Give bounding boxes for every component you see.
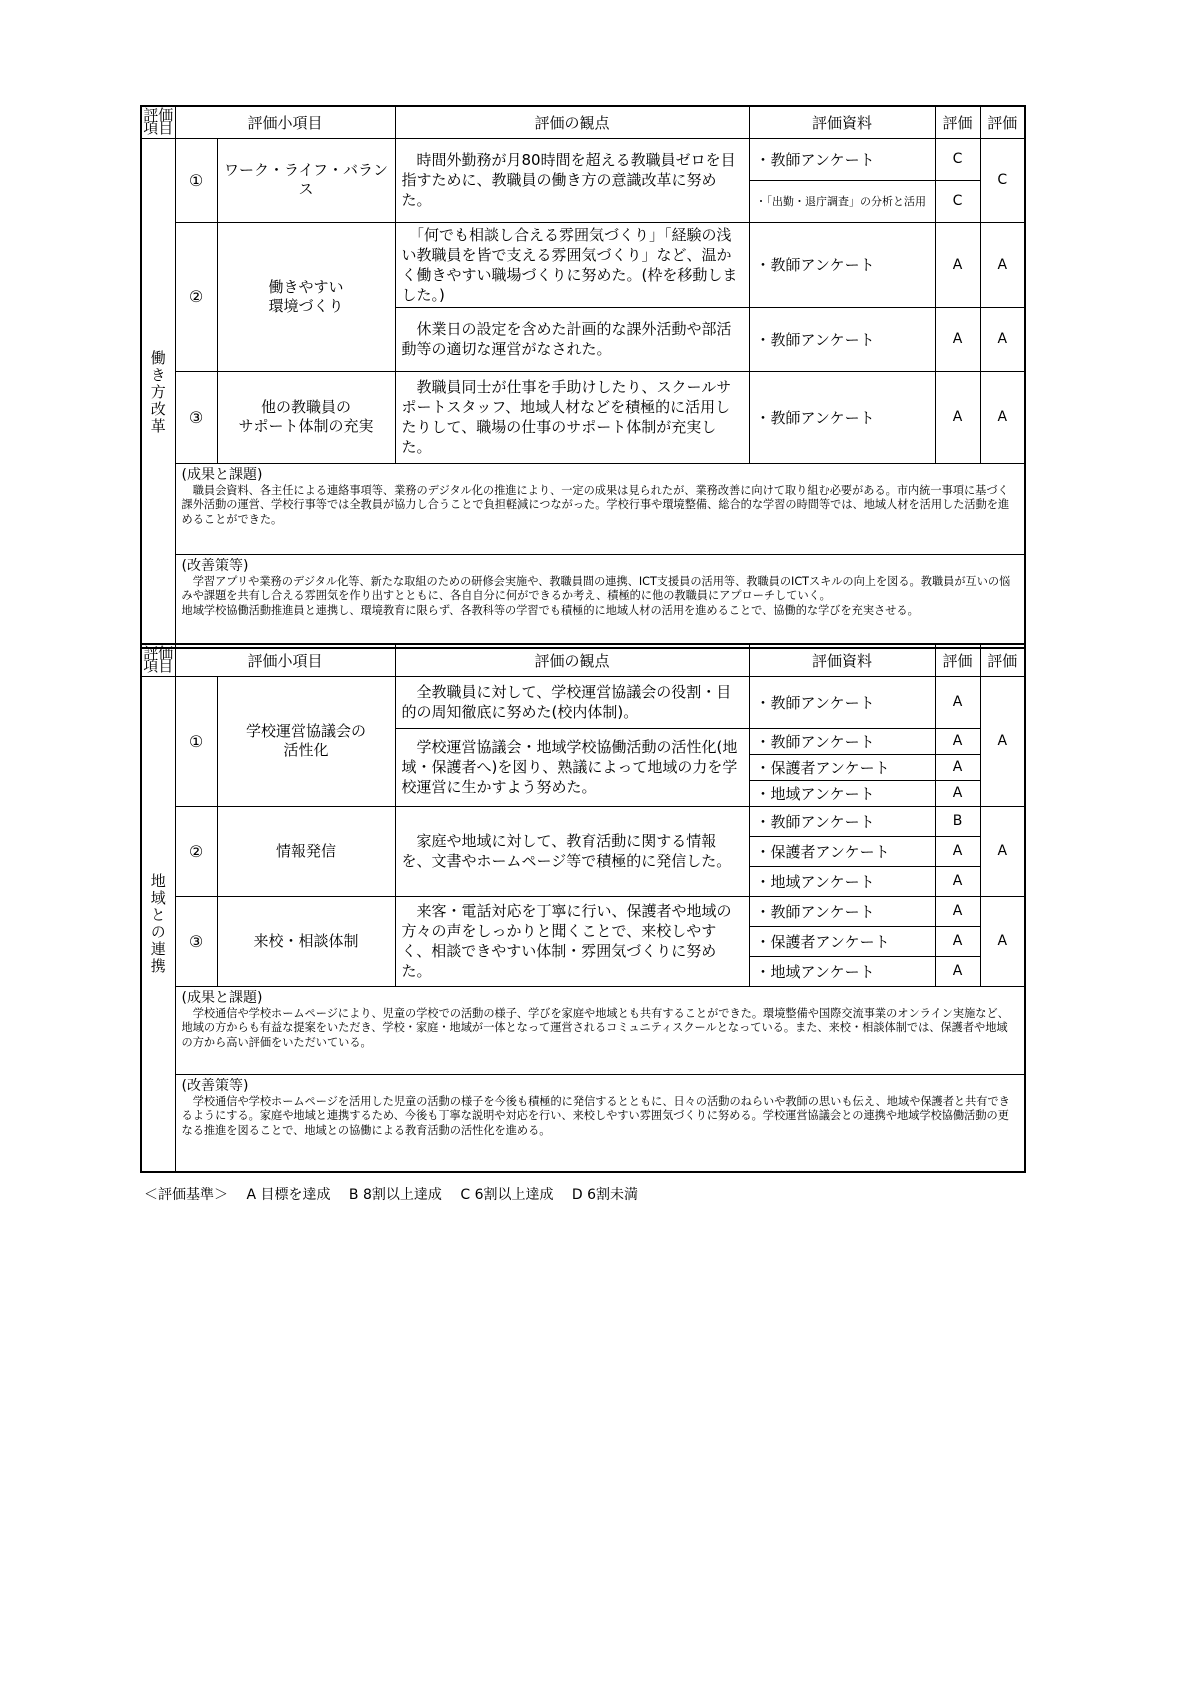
material-text: ・教師アンケート [749, 676, 935, 728]
category-label: 地域との連携 [148, 872, 167, 975]
overall-grade: A [980, 222, 1025, 307]
improvement-row [141, 1074, 1025, 1172]
eval-grade: A [935, 780, 980, 806]
table-row [141, 896, 1025, 926]
material-text: ・教師アンケート [749, 371, 935, 463]
viewpoint-text: 教職員同士が仕事を手助けしたり、スクールサポートスタッフ、地域人材などを積極的に活用したりして、職場の仕事のサポート体制が充実した。 [395, 371, 749, 463]
eval-grade: A [935, 866, 980, 896]
item-number: ① [175, 138, 217, 222]
viewpoint-text: 来客・電話対応を丁寧に行い、保護者や地域の方々の声をしっかりと聞くことで、来校しやすく、相談できやすい体制・雰囲気づくりに努めた。 [395, 896, 749, 986]
overall-grade: A [980, 371, 1025, 463]
header-materials: 評価資料 [749, 106, 935, 138]
overall-grade: A [980, 806, 1025, 896]
viewpoint-text: 「何でも相談し合える雰囲気づくり」「経験の浅い教職員を皆で支える雰囲気づくり」など、温かく働きやすい職場づくりに努めた。(枠を移動しました。) [395, 222, 749, 307]
eval-grade: B [935, 806, 980, 836]
header-eval-1: 評価 [935, 644, 980, 676]
material-text: ・地域アンケート [749, 956, 935, 986]
table-row [141, 371, 1025, 463]
eval-grade: C [935, 138, 980, 180]
material-text: ・教師アンケート [749, 138, 935, 180]
header-eval-2: 評価 [980, 644, 1025, 676]
header-eval-1: 評価 [935, 106, 980, 138]
improvement-row [141, 554, 1025, 648]
sub-item-label: ワーク・ライフ・バランス [217, 138, 395, 222]
eval-grade: A [935, 728, 980, 754]
eval-grade: A [935, 956, 980, 986]
material-text: ・教師アンケート [749, 222, 935, 307]
eval-grade: A [935, 676, 980, 728]
header-eval-2: 評価 [980, 106, 1025, 138]
results-heading: (成果と課題) [181, 989, 263, 1006]
results-text: 職員会資料、各主任による連絡事項等、業務のデジタル化の推進により、一定の成果は見られたが、業務改善に向けて取り組む必要がある。市内統一事項に基づく課外活動の運営、学校行事等では全教員が協力し合うことで負担軽減につながった。学校行事や環境整備、総合的な学習の時間等では、地域人材を活用した活動を進めることができた。 [181, 483, 1010, 526]
results-cell [175, 463, 1025, 554]
results-text: 学校通信や学校ホームページにより、児童の学校での活動の様子、学びを家庭や地域とも共有することができた。環境整備や国際交流事業のオンライン実施など、地域の方からも有益な提案をいただき、学校・家庭・地域が一体となって運営されるコミュニティスクールとなっている。また、来校・相談体制では、保護者や地域の方から高い評価をいただいている。 [181, 1006, 1009, 1049]
material-text: ・保護者アンケート [749, 754, 935, 780]
viewpoint-text: 家庭や地域に対して、教育活動に関する情報を、文書やホームページ等で積極的に発信した。 [395, 806, 749, 896]
evaluation-criteria-legend: ＜評価基準＞ A 目標を達成 B 8割以上達成 C 6割以上達成 D 6割未満 [144, 1187, 639, 1203]
sub-item-label: 来校・相談体制 [217, 896, 395, 986]
category-cell [141, 676, 175, 1172]
material-text: ・保護者アンケート [749, 836, 935, 866]
material-text: ・「出勤・退庁調査」の分析と活用 [749, 180, 935, 222]
sub-item-label: 情報発信 [217, 806, 395, 896]
item-number: ③ [175, 896, 217, 986]
material-text: ・教師アンケート [749, 307, 935, 371]
header-sub-item: 評価小項目 [175, 106, 395, 138]
improvement-cell [175, 1074, 1025, 1172]
improvement-text: 学校通信や学校ホームページを活用した児童の活動の様子を今後も積極的に発信するとともに、日々の活動のねらいや教師の思いも伝え、地域や保護者と共有できるようにする。家庭や地域と連携するため、今後も丁寧な説明や対応を行い、来校しやすい雰囲気づくりに努める。学校運営協議会との連携や地域学校協働活動の更なる推進を図ることで、地域との協働による教育活動の活性化を進める。 [181, 1094, 1010, 1137]
results-cell [175, 986, 1025, 1074]
material-text: ・教師アンケート [749, 806, 935, 836]
eval-grade: A [935, 896, 980, 926]
viewpoint-text: 休業日の設定を含めた計画的な課外活動や部活動等の適切な運営がなされた。 [395, 307, 749, 371]
eval-grade: A [935, 307, 980, 371]
eval-grade: C [935, 180, 980, 222]
results-row [141, 463, 1025, 554]
overall-grade: C [980, 138, 1025, 222]
improvement-text: 学習アプリや業務のデジタル化等、新たな取組のための研修会実施や、教職員間の連携、ICT支援員の活用等、教職員のICTスキルの向上を図る。教職員が互いの悩みや課題を共有し合える雰囲気を作り出すとともに、各自自分に何ができるか考え、積極的に他の教職員にアプローチしていく。 地域学校協働活動推進員と連携し、環境教育に限らず、各教科等の学習でも積極的に地域人材の活用を進めることで、協働的な学びを充実させる。 [181, 574, 1011, 617]
evaluation-table-work-style [140, 105, 1026, 649]
item-number: ① [175, 676, 217, 806]
table-header-row [141, 106, 1025, 138]
table-row [141, 806, 1025, 836]
sub-item-label: 他の教職員の サポート体制の充実 [217, 371, 395, 463]
table-row [141, 222, 1025, 307]
improvement-cell [175, 554, 1025, 648]
table-header-row [141, 644, 1025, 676]
overall-grade: A [980, 676, 1025, 806]
viewpoint-text: 全教職員に対して、学校運営協議会の役割・目的の周知徹底に努めた(校内体制)。 [395, 676, 749, 728]
table-row [141, 676, 1025, 728]
eval-grade: A [935, 754, 980, 780]
material-text: ・教師アンケート [749, 896, 935, 926]
viewpoint-text: 学校運営協議会・地域学校協働活動の活性化(地域・保護者へ)を図り、熟議によって地域の力を学校運営に生かすよう努めた。 [395, 728, 749, 806]
results-row [141, 986, 1025, 1074]
overall-grade: A [980, 307, 1025, 371]
item-number: ③ [175, 371, 217, 463]
improvement-heading: (改善策等) [181, 557, 249, 574]
results-heading: (成果と課題) [181, 466, 263, 483]
header-category: 評価 項目 [141, 106, 175, 138]
sub-item-label: 働きやすい 環境づくり [217, 222, 395, 371]
category-label: 働き方改革 [148, 350, 167, 436]
header-materials: 評価資料 [749, 644, 935, 676]
improvement-heading: (改善策等) [181, 1077, 249, 1094]
header-sub-item: 評価小項目 [175, 644, 395, 676]
eval-grade: A [935, 222, 980, 307]
header-viewpoint: 評価の観点 [395, 106, 749, 138]
sub-item-label: 学校運営協議会の 活性化 [217, 676, 395, 806]
item-number: ② [175, 806, 217, 896]
viewpoint-text: 時間外勤務が月80時間を超える教職員ゼロを目指すために、教職員の働き方の意識改革に努めた。 [395, 138, 749, 222]
material-text: ・保護者アンケート [749, 926, 935, 956]
item-number: ② [175, 222, 217, 371]
header-category: 評価 項目 [141, 644, 175, 676]
category-cell [141, 138, 175, 648]
header-viewpoint: 評価の観点 [395, 644, 749, 676]
material-text: ・地域アンケート [749, 866, 935, 896]
table-row [141, 138, 1025, 180]
eval-grade: A [935, 926, 980, 956]
material-text: ・教師アンケート [749, 728, 935, 754]
overall-grade: A [980, 896, 1025, 986]
eval-grade: A [935, 371, 980, 463]
eval-grade: A [935, 836, 980, 866]
evaluation-table-community [140, 643, 1026, 1173]
material-text: ・地域アンケート [749, 780, 935, 806]
